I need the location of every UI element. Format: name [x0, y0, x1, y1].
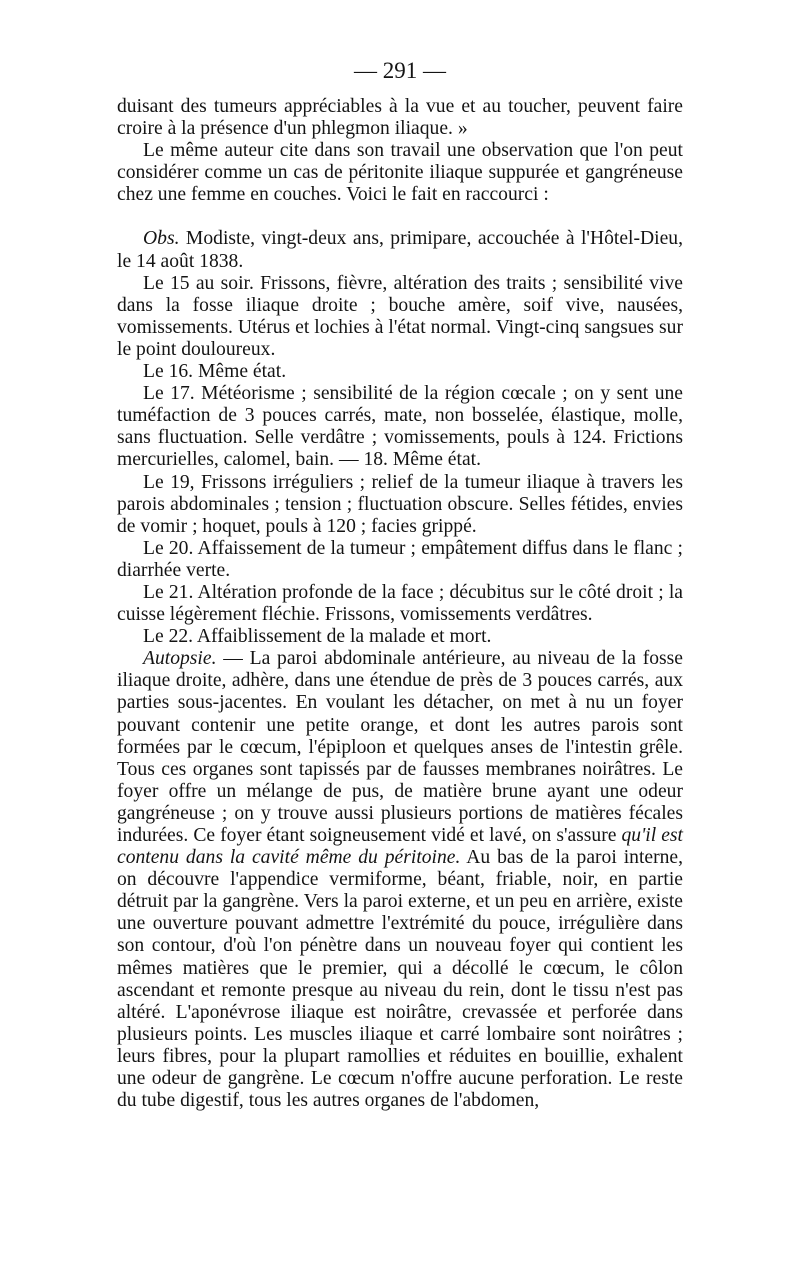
paragraph: [117, 228, 683, 272]
paragraph: Le 17. Météorisme ; sensibilité de la région cœcale ; on y sent une tuméfaction de 3 pouces carrés, mate, non bosselée, élastique, molle, sans fluctuation. Selle verdâtre ; vomissements, pouls à 124. Frictions mercurielles, calomel, bain. — 18. Même état.: [117, 383, 683, 471]
italic-text: Autopsie.: [143, 648, 217, 670]
page-number: — 291 —: [354, 58, 446, 83]
paragraph-text: — La paroi abdominale antérieure, au niveau de la fosse iliaque droite, adhère, dans une étendue de près de 3 pouces carrés, aux parties sous-jacentes. En voulant les détacher, on met à nu un foyer pouvant contenir une petite orange, et dont les autres parois sont formées par le cœcum, l'épiploon et quelques anses de l'intestin grêle. Tous ces organes sont tapissés par de fausses membranes noirâtres. Le foyer offre un mélange de pus, de matière brune ayant une odeur gangréneuse ; on y trouve aussi plusieurs portions de matières fécales indurées. Ce foyer étant soigneusement vidé et lavé, on s'assure: [117, 648, 683, 846]
paragraph: Le 22. Affaiblissement de la malade et mort.: [143, 626, 492, 648]
paragraph: Le 20. Affaissement de la tumeur ; empâtement diffus dans le flanc ; diarrhée verte.: [117, 537, 683, 581]
paragraph: Le 19, Frissons irréguliers ; relief de la tumeur iliaque à travers les parois abdominales ; tension ; fluctuation obscure. Selles fétides, envies de vomir ; hoquet, pouls à 120 ; facies grippé.: [117, 471, 683, 537]
paragraph: Le 15 au soir. Frissons, fièvre, altération des traits ; sensibilité vive dans la fosse iliaque droite ; bouche amère, soif vive, nausées, vomissements. Utérus et lochies à l'état normal. Vingt-cinq sangsues sur le point douloureux.: [117, 272, 683, 360]
paragraph-text: Modiste, vingt-deux ans, primipare, accouchée à l'Hôtel-Dieu, le 14 août 1838.: [117, 228, 683, 272]
italic-text: Obs.: [143, 228, 180, 250]
paragraph: [117, 648, 683, 1112]
paragraph-text: Au bas de la paroi interne, on découvre l'appendice vermiforme, béant, friable, noir, en partie détruit par la gangrène. Vers la paroi externe, et un peu en arrière, existe une ouverture pouvant admettre l'extrémité du pouce, irrégulière dans son contour, d'où l'on pénètre dans un nouveau foyer qui contient les mêmes matières que le premier, qui a décollé le cœcum, le côlon ascendant et remonte presque au niveau du rein, dont le tissu n'est pas altéré. L'aponévrose iliaque est noirâtre, crevassée et perforée dans plusieurs points. Les muscles iliaque et carré lombaire sont noirâtres ; leurs fibres, pour la plupart ramollies et réduites en bouillie, exhalent une odeur de gangrène. Le cœcum n'offre aucune perforation. Le reste du tube digestif, tous les autres organes de l'abdomen,: [117, 847, 683, 1112]
paragraph: Le même auteur cite dans son travail une observation que l'on peut considérer comme un cas de péritonite iliaque suppurée et gangréneuse chez une femme en couches. Voici le fait en raccourci :: [117, 140, 683, 206]
page-body-text: [117, 96, 683, 1112]
italic-text: qu'il est contenu dans la cavité même du péritoine.: [117, 825, 683, 869]
paragraph: duisant des tumeurs appréciables à la vue et au toucher, peuvent faire croire à la présence d'un phlegmon iliaque. »: [117, 96, 683, 140]
paragraph: Le 16. Même état.: [143, 361, 287, 383]
paragraph: Le 21. Altération profonde de la face ; décubitus sur le côté droit ; la cuisse légèrement fléchie. Frissons, vomissements verdâtres.: [117, 581, 683, 626]
